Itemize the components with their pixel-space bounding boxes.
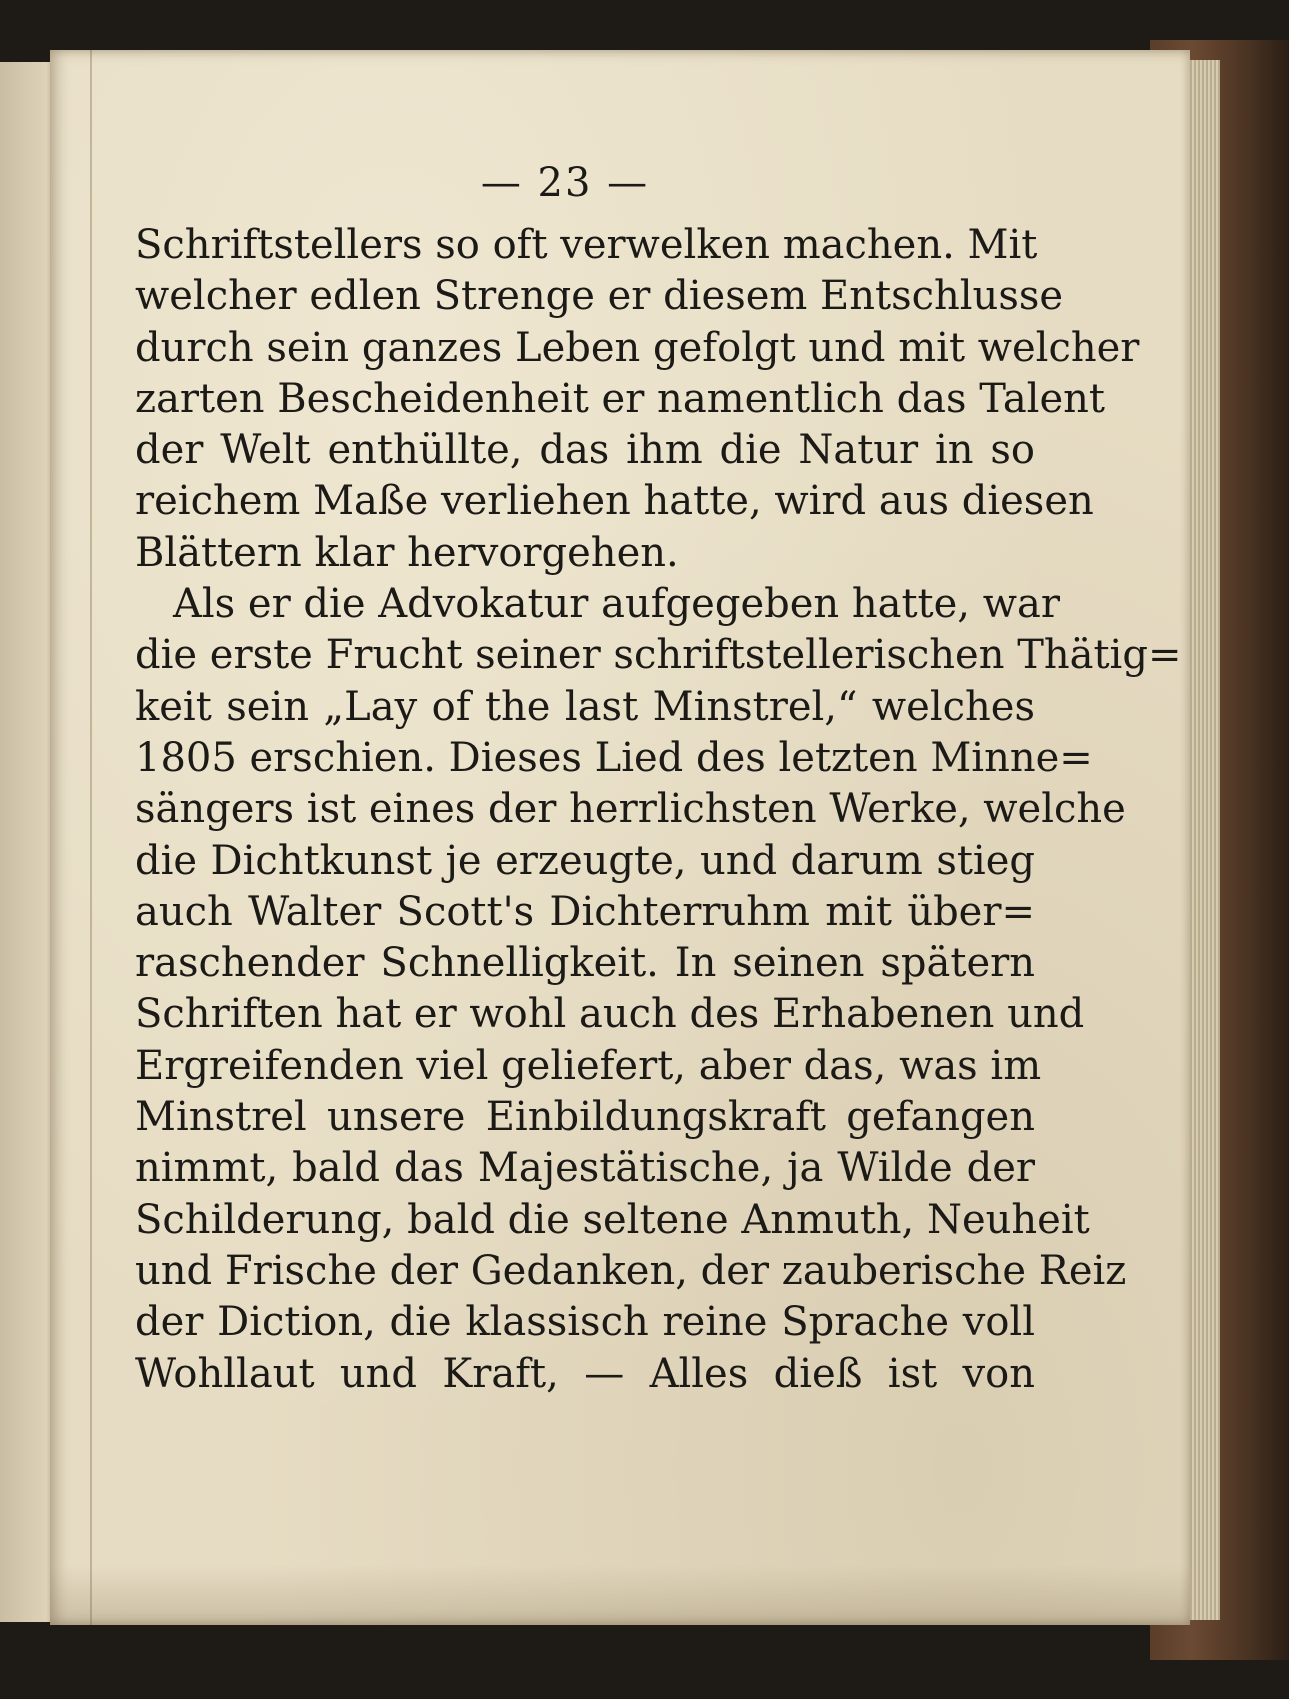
text-line: Minstrel unsere Einbildungskraft gefangen <box>135 1094 1035 1141</box>
text-line: keit sein „Lay of the last Minstrel,“ welches <box>135 683 1035 730</box>
page-shadow <box>50 1565 1190 1625</box>
text-line: der Welt enthüllte, das ihm die Natur in so <box>135 427 1035 474</box>
text-line: 1805 erschien. Dieses Lied des letzten Minne= <box>135 734 1093 781</box>
text-line: zarten Bescheidenheit er namentlich das Talent <box>135 375 1105 422</box>
text-line: Wohllaut und Kraft, — Alles dieß ist von <box>135 1350 1035 1397</box>
page-number: — 23 — <box>480 160 650 206</box>
text-line: die Dichtkunst je erzeugte, und darum stieg <box>135 837 1035 884</box>
text-line: reichem Maße verliehen hatte, wird aus diesen <box>135 478 1094 525</box>
text-line: Schilderung, bald die seltene Anmuth, Neuheit <box>135 1196 1090 1243</box>
text-line: nimmt, bald das Majestätische, ja Wilde der <box>135 1145 1035 1192</box>
text-line: sängers ist eines der herrlichsten Werke, welche <box>135 786 1126 833</box>
text-line: und Frische der Gedanken, der zauberische Reiz <box>135 1247 1127 1294</box>
text-line: welcher edlen Strenge er diesem Entschlusse <box>135 273 1064 320</box>
gutter-line <box>90 50 92 1625</box>
text-line: raschender Schnelligkeit. In seinen spätern <box>135 940 1035 987</box>
text-line: Blättern klar hervorgehen. <box>135 529 679 576</box>
text-line: durch sein ganzes Leben gefolgt und mit welcher <box>135 324 1140 371</box>
text-line: Ergreifenden viel geliefert, aber das, was im <box>135 1042 1042 1089</box>
text-line: Schriften hat er wohl auch des Erhabenen und <box>135 991 1085 1038</box>
text-line: auch Walter Scott's Dichterruhm mit über= <box>135 888 1035 935</box>
book-page <box>50 50 1190 1625</box>
text-line: Als er die Advokatur aufgegeben hatte, war <box>173 581 1060 628</box>
text-line: Schriftstellers so oft verwelken machen. Mit <box>135 222 1038 268</box>
text-line: die erste Frucht seiner schriftstellerischen Thätig= <box>135 632 1182 679</box>
text-line: der Diction, die klassisch reine Sprache voll <box>135 1299 1035 1346</box>
page-text <box>135 220 1182 1400</box>
